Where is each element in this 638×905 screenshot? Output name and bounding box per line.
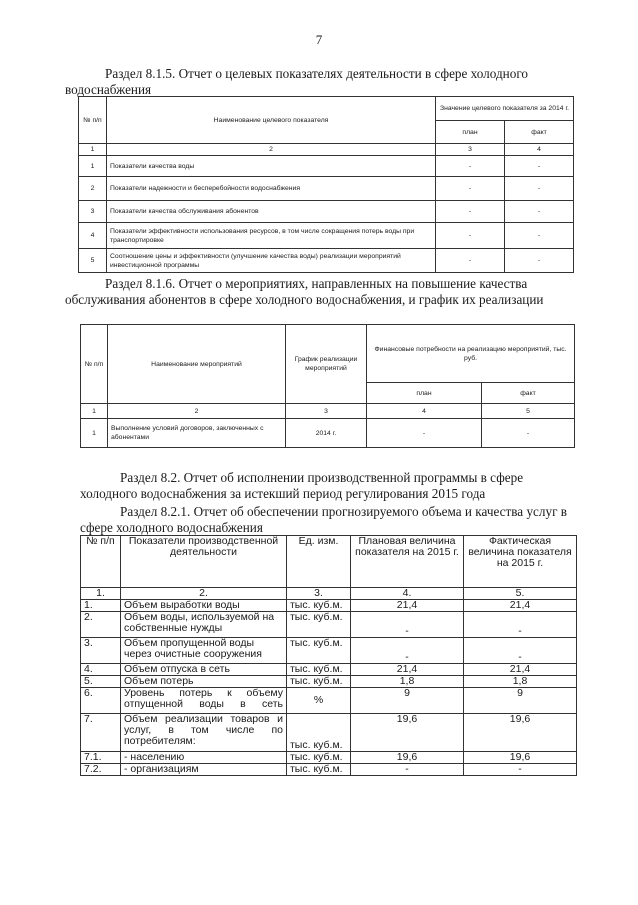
col-value-group-header: Значение целевого показателя за 2014 г. [436, 97, 574, 121]
col-schedule-header: График реализации мероприятий [286, 325, 367, 404]
section-816-heading: Раздел 8.1.6. Отчет о мероприятиях, направленных на повышение качества обслуживания абонентов в сфере холодного водоснабжения, и график их реализации [65, 276, 544, 307]
col-name-header: Показатели производственной деятельности [121, 536, 287, 588]
table-row: 7. Объем реализации товаров и услуг, в том числе по потребителям: тыс. куб.м. 19,6 19,6 [81, 714, 577, 752]
index-row: 1. 2. 3. 4. 5. [81, 588, 577, 600]
col-plan-header: Плановая величина показателя на 2015 г. [351, 536, 464, 588]
table-row: 1. Объем выработки воды тыс. куб.м. 21,4 21,4 [81, 600, 577, 612]
table-row: 7.2. - организациям тыс. куб.м. - - [81, 764, 577, 776]
col-fact-header: факт [482, 383, 575, 404]
col-num-header: № п/п [79, 97, 107, 144]
col-fact-header: факт [505, 121, 574, 144]
table-row: 7.1. - населению тыс. куб.м. 19,6 19,6 [81, 752, 577, 764]
col-finance-group-header: Финансовые потребности на реализацию мероприятий, тыс. руб. [367, 325, 575, 383]
col-name-header: Наименование целевого показателя [107, 97, 436, 144]
section-821-heading: Раздел 8.2.1. Отчет об обеспечении прогнозируемого объема и качества услуг в сфере холодного водоснабжения [80, 504, 568, 535]
table-row: 3. Объем пропущенной воды через очистные сооружения тыс. куб.м. - - [81, 638, 577, 664]
col-num-header: № п/п [81, 325, 108, 404]
table-row: 4. Объем отпуска в сеть тыс. куб.м. 21,4 21,4 [81, 664, 577, 676]
page-number: 7 [315, 32, 323, 47]
table-815 [78, 96, 574, 273]
table-row: 4 Показатели эффективности использования ресурсов, в том числе сокращения потерь воды при транспортировке - - [79, 223, 574, 249]
section-815-heading: Раздел 8.1.5. Отчет о целевых показателях деятельности в сфере холодного водоснабжения [65, 66, 529, 97]
table-row: 5 Соотношение цены и эффективности (улучшение качества воды) реализации мероприятий инвестиционной программы - - [79, 249, 574, 273]
col-unit-header: Ед. изм. [287, 536, 351, 588]
table-816 [80, 324, 575, 448]
index-row: 1 2 3 4 [79, 144, 574, 156]
index-row: 1 2 3 4 5 [81, 404, 575, 419]
col-fact-header: Фактическая величина показателя на 2015 г. [464, 536, 577, 588]
table-row: 1 Показатели качества воды - - [79, 156, 574, 177]
table-row: 5. Объем потерь тыс. куб.м. 1,8 1,8 [81, 676, 577, 688]
table-row: 6. Уровень потерь к объему отпущенной воды в сеть % 9 9 [81, 688, 577, 714]
col-name-header: Наименование мероприятий [108, 325, 286, 404]
table-row: 3 Показатели качества обслуживания абонентов - - [79, 201, 574, 223]
table-row: 2 Показатели надежности и бесперебойности водоснабжения - - [79, 177, 574, 201]
table-821 [80, 535, 577, 776]
col-plan-header: план [436, 121, 505, 144]
col-plan-header: план [367, 383, 482, 404]
section-82-heading: Раздел 8.2. Отчет об исполнении производственной программы в сфере холодного водоснабжения за истекший период регулирования 2015 года [80, 470, 524, 501]
table-row: 2. Объем воды, используемой на собственные нужды тыс. куб.м. - - [81, 612, 577, 638]
table-row: 1 Выполнение условий договоров, заключенных с абонентами 2014 г. - - [81, 419, 575, 448]
col-num-header: № п/п [81, 536, 121, 588]
